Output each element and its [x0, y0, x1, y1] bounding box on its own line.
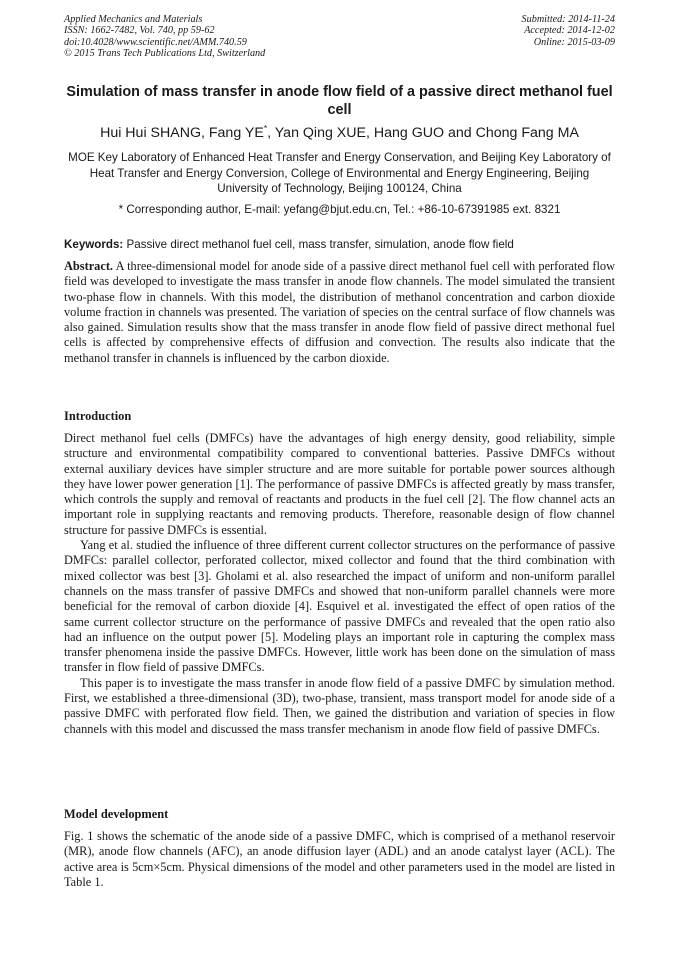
accepted-date: Accepted: 2014-12-02	[524, 25, 615, 37]
intro-paragraph-1: Direct methanol fuel cells (DMFCs) have the advantages of high energy density, good reliability, simple structure and environmental compatibility compared to conventional batteries. Passive DMFCs without external auxiliary devices have simpler structure and are more suitable for portable power sources although they have lower power generation [1]. The performance of passive DMFCs is affected greatly by mass transfer, which controls the supply and removal of reactants and products in the fuel cell [2]. The flow channel acts an important role in supplying reactants and removing products. Therefore, reasonable design of flow channel structure for passive DMFCs is essential.	[64, 431, 615, 537]
dates-header	[522, 14, 615, 48]
keywords-line	[64, 237, 615, 252]
issn-line: ISSN: 1662-7482, Vol. 740, pp 59-62	[64, 25, 215, 37]
abstract-text: A three-dimensional model for anode side of a passive direct methanol fuel cell with perforated flow field was developed to investigate the mass transfer in anode flow channels. The model simulated the transient two-phase flow in channels. With this model, the distribution of methanol concentration and carbon dioxide volume fraction in channels was presented. The variation of species on the central surface of flow channels was also gained. Simulation results show that the mass transfer in anode flow field of passive direct methonal fuel cells is affected by comprehensive effects of diffusion and convection. The results also indicate that the methanol transfer in channels is influenced by the carbon dioxide.	[64, 259, 616, 365]
model-heading: Model development	[64, 807, 169, 821]
author-list	[64, 124, 615, 142]
authors-part-1: Hui Hui SHANG, Fang YE	[100, 125, 264, 141]
intro-paragraph-3: This paper is to investigate the mass transfer in anode flow field of a passive DMFC by simulation method. First, we established a three-dimensional (3D), two-phase, transient, mass transport model for anode side of a passive DMFC with perforated flow field. Then, we gained the distribution and variation of species in flow channels with this model and discussed the mass transfer mechanism in anode flow field of passive DMFCs.	[64, 675, 615, 736]
online-date: Online: 2015-03-09	[533, 36, 615, 48]
model-paragraph-1: Fig. 1 shows the schematic of the anode side of a passive DMFC, which is comprised of a methanol reservoir (MR), anode flow channels (AFC), an anode diffusion layer (ADL) and an anode catalyst layer (ACL). The active area is 5cm×5cm. Physical dimensions of the model and other parameters used in the model are listed in Table 1.	[64, 829, 615, 889]
affiliation: MOE Key Laboratory of Enhanced Heat Transfer and Energy Conservation, and Beijing Key Laboratory of Heat Transfer and Energy Conversion, College of Environmental and Energy Engineering, Beijing University of Technology, Beijing 100124, China	[68, 151, 611, 196]
submitted-date: Submitted: 2014-11-24	[521, 14, 615, 25]
journal-header	[64, 14, 265, 60]
abstract-label: Abstract.	[64, 259, 114, 273]
doi-line: doi:10.4028/www.scientific.net/AMM.740.59	[64, 36, 247, 48]
copyright-line: © 2015 Trans Tech Publications Ltd, Switzerland	[64, 48, 266, 60]
journal-name: Applied Mechanics and Materials	[64, 14, 203, 25]
model-body	[64, 829, 615, 890]
introduction-heading: Introduction	[64, 409, 132, 423]
authors-part-2: , Yan Qing XUE, Hang GUO and Chong Fang MA	[267, 125, 579, 141]
paper-title: Simulation of mass transfer in anode flow field of a passive direct methanol fuel cell	[66, 84, 613, 118]
corresponding-author: * Corresponding author, E-mail: yefang@bjut.edu.cn, Tel.: +86-10-67391985 ext. 8321	[118, 203, 561, 216]
keywords-label: Keywords:	[64, 238, 124, 251]
corresponding-mark: *	[263, 123, 268, 133]
keywords-text: Passive direct methanol fuel cell, mass transfer, simulation, anode flow field	[126, 238, 514, 251]
abstract	[64, 259, 615, 366]
introduction-body	[64, 431, 615, 737]
intro-paragraph-2: Yang et al. studied the influence of three different current collector structures on the performance of passive DMFCs: parallel collector, perforated collector, mixed collector and found that the third combination with mixed collector was best [3]. Gholami et al. also researched the impact of uniform and non-uniform parallel channels on the mass transfer of passive DMFCs and showed that non-uniform parallel channels were more beneficial for the removal of carbon dioxide [4]. Esquivel et al. investigated the effect of open ratios of the same current collector structure on the performance of passive DMFCs and revealed that the open ratio also had an influence on the output power [5]. Modeling plays an important role in capturing the complex mass transfer phenomena inside the passive DMFCs. However, little work has been done on the simulation of mass transfer in flow field of passive DMFCs.	[64, 538, 615, 675]
